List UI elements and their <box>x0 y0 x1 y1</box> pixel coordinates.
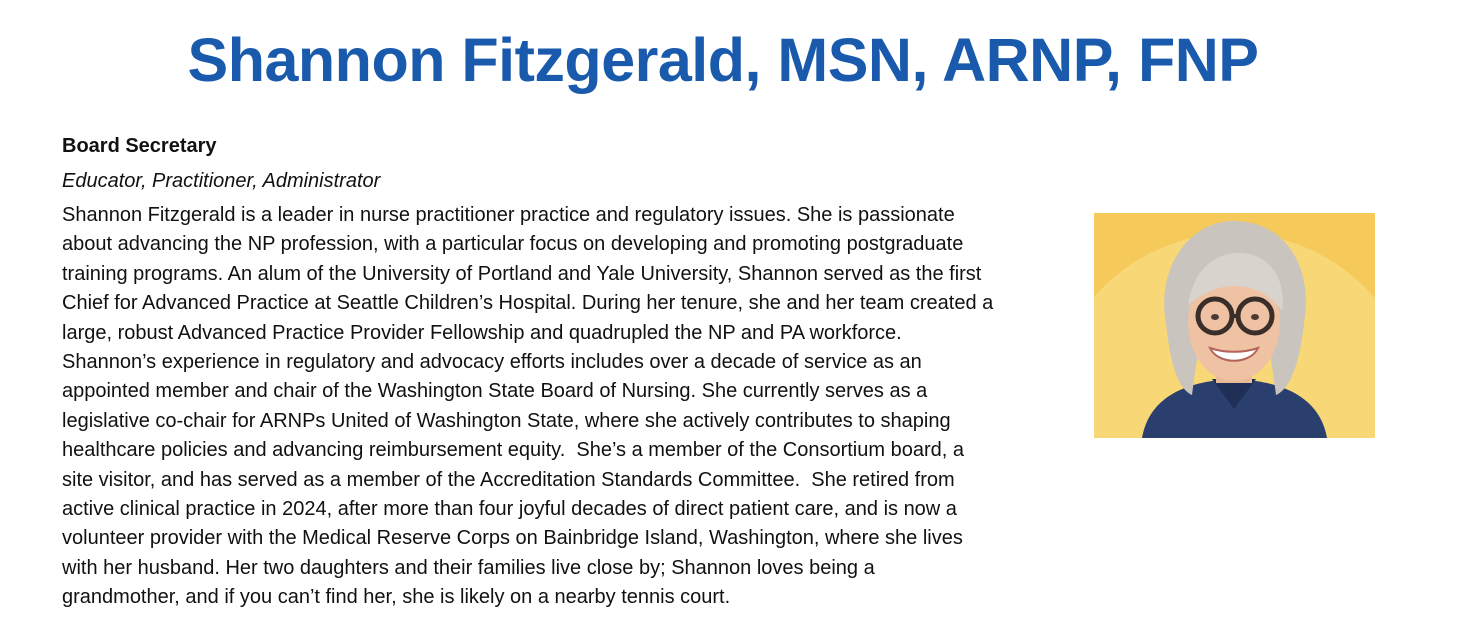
bio-line: site visitor, and has served as a member of the Accreditation Standards Committee. She retired from <box>62 468 955 491</box>
bio-line: legislative co-chair for ARNPs United of Washington State, where she actively contributes to shaping <box>62 409 951 432</box>
bio-line: volunteer provider with the Medical Reserve Corps on Bainbridge Island, Washington, where she lives <box>62 527 963 550</box>
portrait-photo <box>1094 213 1375 438</box>
bio-line: appointed member and chair of the Washington State Board of Nursing. She currently serves as a <box>62 380 928 403</box>
page-title: Shannon Fitzgerald, MSN, ARNP, FNP <box>187 26 1259 94</box>
board-role: Board Secretary <box>62 135 217 157</box>
bio-line: with her husband. Her two daughters and their families live close by; Shannon loves being a <box>62 556 875 579</box>
bio-line: Shannon Fitzgerald is a leader in nurse practitioner practice and regulatory issues. She is passionate <box>62 204 955 226</box>
bio-line: training programs. An alum of the University of Portland and Yale University, Shannon served as the first <box>62 262 982 285</box>
bio-line: about advancing the NP profession, with a particular focus on developing and promoting postgraduate <box>62 233 964 256</box>
bio-line: Shannon’s experience in regulatory and advocacy efforts includes over a decade of service as an <box>62 351 922 374</box>
bio-line: Chief for Advanced Practice at Seattle Children’s Hospital. During her tenure, she and her team created a <box>62 292 994 315</box>
professional-roles: Educator, Practitioner, Administrator <box>62 170 381 192</box>
bio-line: healthcare policies and advancing reimbursement equity. She’s a member of the Consortium board, a <box>62 439 964 462</box>
portrait-illustration <box>1094 213 1375 438</box>
bio-line: active clinical practice in 2024, after more than four joyful decades of direct patient care, and is now a <box>62 498 957 521</box>
bio-line: large, robust Advanced Practice Provider Fellowship and quadrupled the NP and PA workforce. <box>62 321 902 344</box>
bio-line: grandmother, and if you can’t find her, she is likely on a nearby tennis court. <box>62 586 731 609</box>
biography <box>62 201 1072 613</box>
